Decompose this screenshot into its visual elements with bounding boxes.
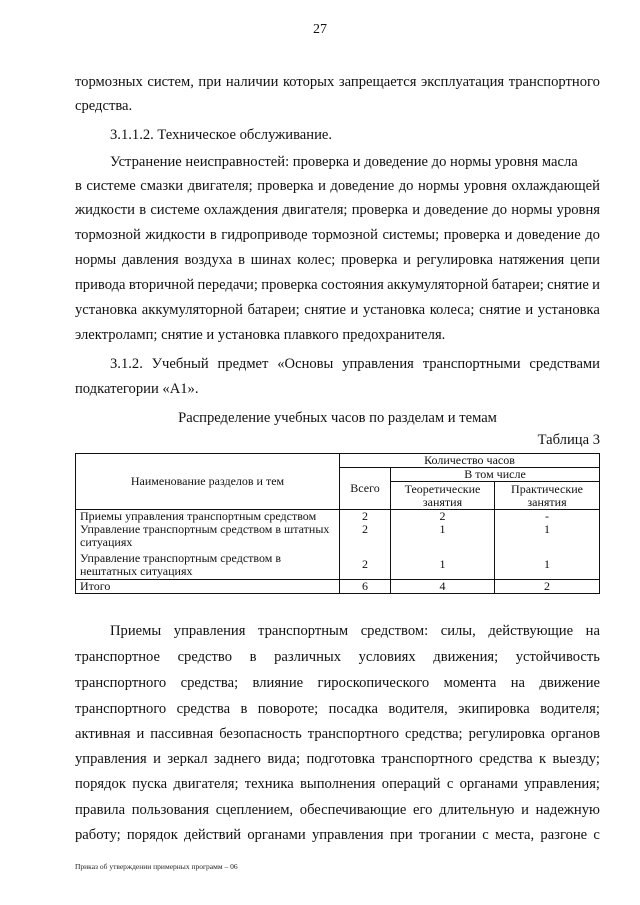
hours-table bbox=[75, 453, 600, 594]
text-line: работу; порядок действий органами управления при трогании с места, разгоне с bbox=[75, 827, 600, 843]
footer-note: Приказ об утверждении примерных программ – 06 bbox=[75, 862, 238, 871]
text-line: Приемы управления транспортным средством: силы, действующие на bbox=[110, 623, 600, 639]
row-theory: 2 bbox=[391, 510, 495, 524]
header-including: В том числе bbox=[391, 468, 600, 482]
header-theory: Теоретические занятия bbox=[391, 482, 495, 510]
row-name: Управление транспортным средством в штатных ситуациях bbox=[76, 523, 340, 549]
text-line: электроламп; снятие и установка плавкого предохранителя. bbox=[75, 327, 446, 343]
row-practice: 1 bbox=[495, 549, 600, 580]
total-practice: 2 bbox=[495, 580, 600, 594]
text-line: 3.1.1.2. Техническое обслуживание. bbox=[110, 127, 332, 143]
row-name: Управление транспортным средством в нештатных ситуациях bbox=[76, 549, 340, 580]
table-row bbox=[76, 549, 600, 580]
text-line: тормозных систем, при наличии которых запрещается эксплуатация транспортного bbox=[75, 74, 600, 90]
text-line: транспортное средство в различных условиях движения; устойчивость bbox=[75, 649, 600, 665]
page-number: 27 bbox=[313, 22, 327, 37]
text-line: средства. bbox=[75, 98, 133, 114]
table-total-row bbox=[76, 580, 600, 594]
row-total: 2 bbox=[340, 523, 391, 549]
row-total: 2 bbox=[340, 549, 391, 580]
row-practice: - bbox=[495, 510, 600, 524]
table-label: Таблица 3 bbox=[537, 432, 600, 448]
text-line: правила пользования сцеплением, обеспечивающие его длительную и надежную bbox=[75, 802, 600, 818]
row-name: Приемы управления транспортным средством bbox=[76, 510, 340, 524]
table-row bbox=[76, 510, 600, 524]
total-total: 6 bbox=[340, 580, 391, 594]
text-line: активная и пассивная безопасность транспортного средства; регулировка органов bbox=[75, 726, 600, 742]
total-name: Итого bbox=[76, 580, 340, 594]
row-theory: 1 bbox=[391, 523, 495, 549]
text-line: управления и зеркал заднего вида; подготовка транспортного средства к выезду; bbox=[75, 751, 600, 767]
header-name: Наименование разделов и тем bbox=[76, 454, 340, 510]
text-line: 3.1.2. Учебный предмет «Основы управления транспортными средствами bbox=[110, 356, 600, 372]
text-line: подкатегории «А1». bbox=[75, 381, 199, 397]
text-line: транспортного средства в повороте; посадка водителя, экипировка водителя; bbox=[75, 701, 600, 717]
header-practice: Практические занятия bbox=[495, 482, 600, 510]
row-total: 2 bbox=[340, 510, 391, 524]
text-line: Устранение неисправностей: проверка и доведение до нормы уровня масла bbox=[110, 154, 578, 170]
text-line: в системе смазки двигателя; проверка и доведение до нормы уровня охлаждающей bbox=[75, 178, 600, 194]
header-hours: Количество часов bbox=[340, 454, 600, 468]
text-line: привода вторичной передачи; проверка состояния аккумуляторной батареи; снятие и bbox=[75, 277, 600, 293]
table-row bbox=[76, 523, 600, 549]
row-theory: 1 bbox=[391, 549, 495, 580]
text-line: порядок пуска двигателя; техника выполнения операций с органами управления; bbox=[75, 776, 600, 792]
text-line: транспортного средства; влияние гироскопического момента на движение bbox=[75, 675, 600, 691]
row-practice: 1 bbox=[495, 523, 600, 549]
text-line: жидкости в системе охлаждения двигателя; проверка и доведение до нормы уровня bbox=[75, 202, 600, 218]
text-line: нормы давления воздуха в шинах колес; проверка и регулировка натяжения цепи bbox=[75, 252, 600, 268]
header-total: Всего bbox=[340, 468, 391, 510]
total-theory: 4 bbox=[391, 580, 495, 594]
text-line: установка аккумуляторной батареи; снятие и установка колеса; снятие и установка bbox=[75, 302, 600, 318]
text-line: тормозной жидкости в гидроприводе тормозной системы; проверка и доведение до bbox=[75, 227, 600, 243]
table-title: Распределение учебных часов по разделам и темам bbox=[178, 410, 497, 426]
